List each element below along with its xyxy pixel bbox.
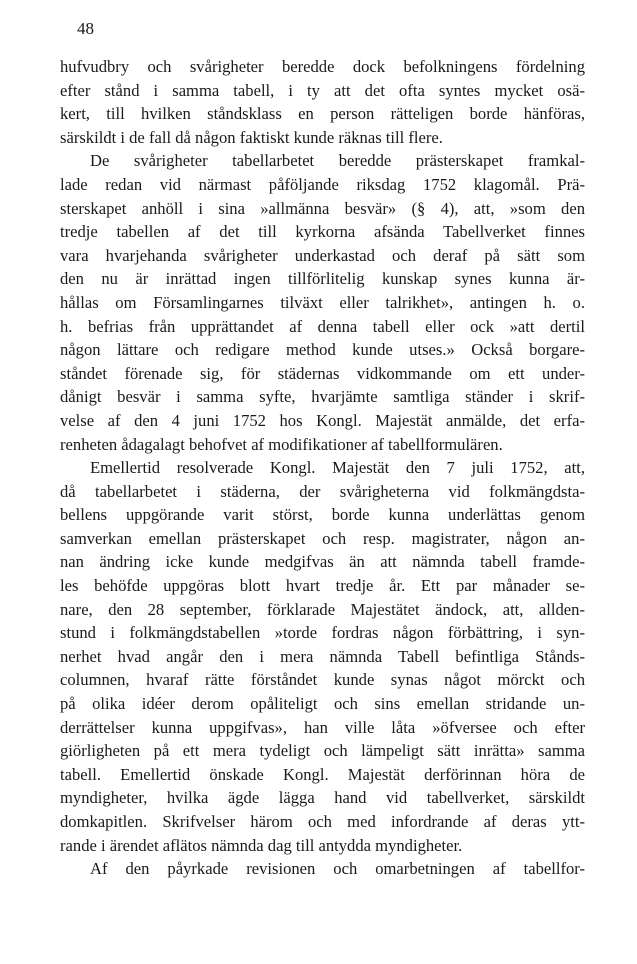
text-line: Emellertid resolverade Kongl. Majestät den 7 juli 1752, att, [90,458,585,478]
text-line: hållas om Församlingarnes tilväxt eller talrikhet», antingen h. o. [60,292,585,312]
text-line: stund i folkmängdstabellen »torde fordras någon förbättring, i syn- [60,623,585,643]
text-line: hufvudbry och svårigheter beredde dock befolkningens fördelning [60,57,585,76]
text-line: derrättelser kunna uppgifvas», han ville låta »öfversee och efter [60,717,585,737]
text-line: domkapitlen. Skrifvelser härom och med infordrande af deras ytt- [60,812,585,831]
text-line: De svårigheter tabellarbetet beredde prästerskapet framkal- [90,151,585,171]
text-line: efter stånd i samma tabell, i ty att det ofta syntes mycket osä- [60,80,585,100]
text-line: nerhet hvad angår den i mera nämnda Tabell befintliga Stånds- [60,646,585,666]
text-line: särskildt i de fall då någon faktiskt kunde räknas till flere. [60,127,443,147]
text-line: myndigheter, hvilka ägde lägga hand vid tabellverket, särskildt [60,788,585,808]
text-line: h. befrias från upprättandet af denna tabell eller ock »att dertil [60,316,585,336]
text-line: tredje tabellen af det till kyrkorna afsända Tabellverket finnes [60,222,585,242]
text-line: renheten ådagalagt behofvet af modifikationer af tabellformulären. [60,434,503,454]
body-text [60,55,585,881]
text-line: vara hvarjehanda svårigheter underkastad och deraf på sätt som [60,245,585,265]
text-line: nan ändring icke kunde medgifvas än att nämnda tabell framde- [60,552,585,572]
text-line: Af den påyrkade revisionen och omarbetningen af tabellfor- [90,859,585,879]
text-line: den nu är inrättad ingen tillförlitelig kunskap synes kunna är- [60,269,585,289]
text-line: tabell. Emellertid önskade Kongl. Majestät derförinnan höra de [60,764,585,784]
text-line: les behöfde uppgöras blott hvart tredje år. Ett par månader se- [60,576,585,596]
text-line: lade redan vid närmast påföljande riksdag 1752 klagomål. Prä- [60,174,585,194]
text-line: sterskapet anhöll i sina »allmänna besvär» (§ 4), att, »som den [60,198,585,218]
text-line: dånigt besvär i samma syfte, hvarjämte samtliga ständer i skrif- [60,387,585,407]
text-line: någon lättare och redigare method kunde utses.» Också borgare- [60,340,585,360]
text-line: columnen, hvaraf rätte förståndet kunde synas något mörckt och [60,670,585,690]
text-line: bellens uppgörande varit störst, borde kunna underlättas genom [60,505,585,525]
page-number: 48 [77,19,94,38]
text-line: velse af den 4 juni 1752 hos Kongl. Majestät anmälde, det erfa- [60,410,585,430]
text-line: då tabellarbetet i städerna, der svårigheterna vid folkmängdsta- [60,481,585,501]
text-line: ståndet förenade sig, för städernas vidkommande om ett under- [60,363,585,383]
text-line: rande i ärendet aflätos nämnda dag till antydda myndigheter. [60,835,463,855]
text-line: samverkan emellan prästerskapet och resp. magistrater, någon an- [60,528,585,548]
text-line: giörligheten på ett mera tydeligt och lämpeligt sätt inrätta» samma [60,741,585,761]
text-line: kert, till hvilken ståndsklass en person rätteligen borde hänföras, [60,104,585,124]
text-line: nare, den 28 september, förklarade Majestätet ändock, att, allden- [60,599,585,619]
text-line: på olika idéer derom opåliteligt och sins emellan stridande un- [60,694,585,714]
